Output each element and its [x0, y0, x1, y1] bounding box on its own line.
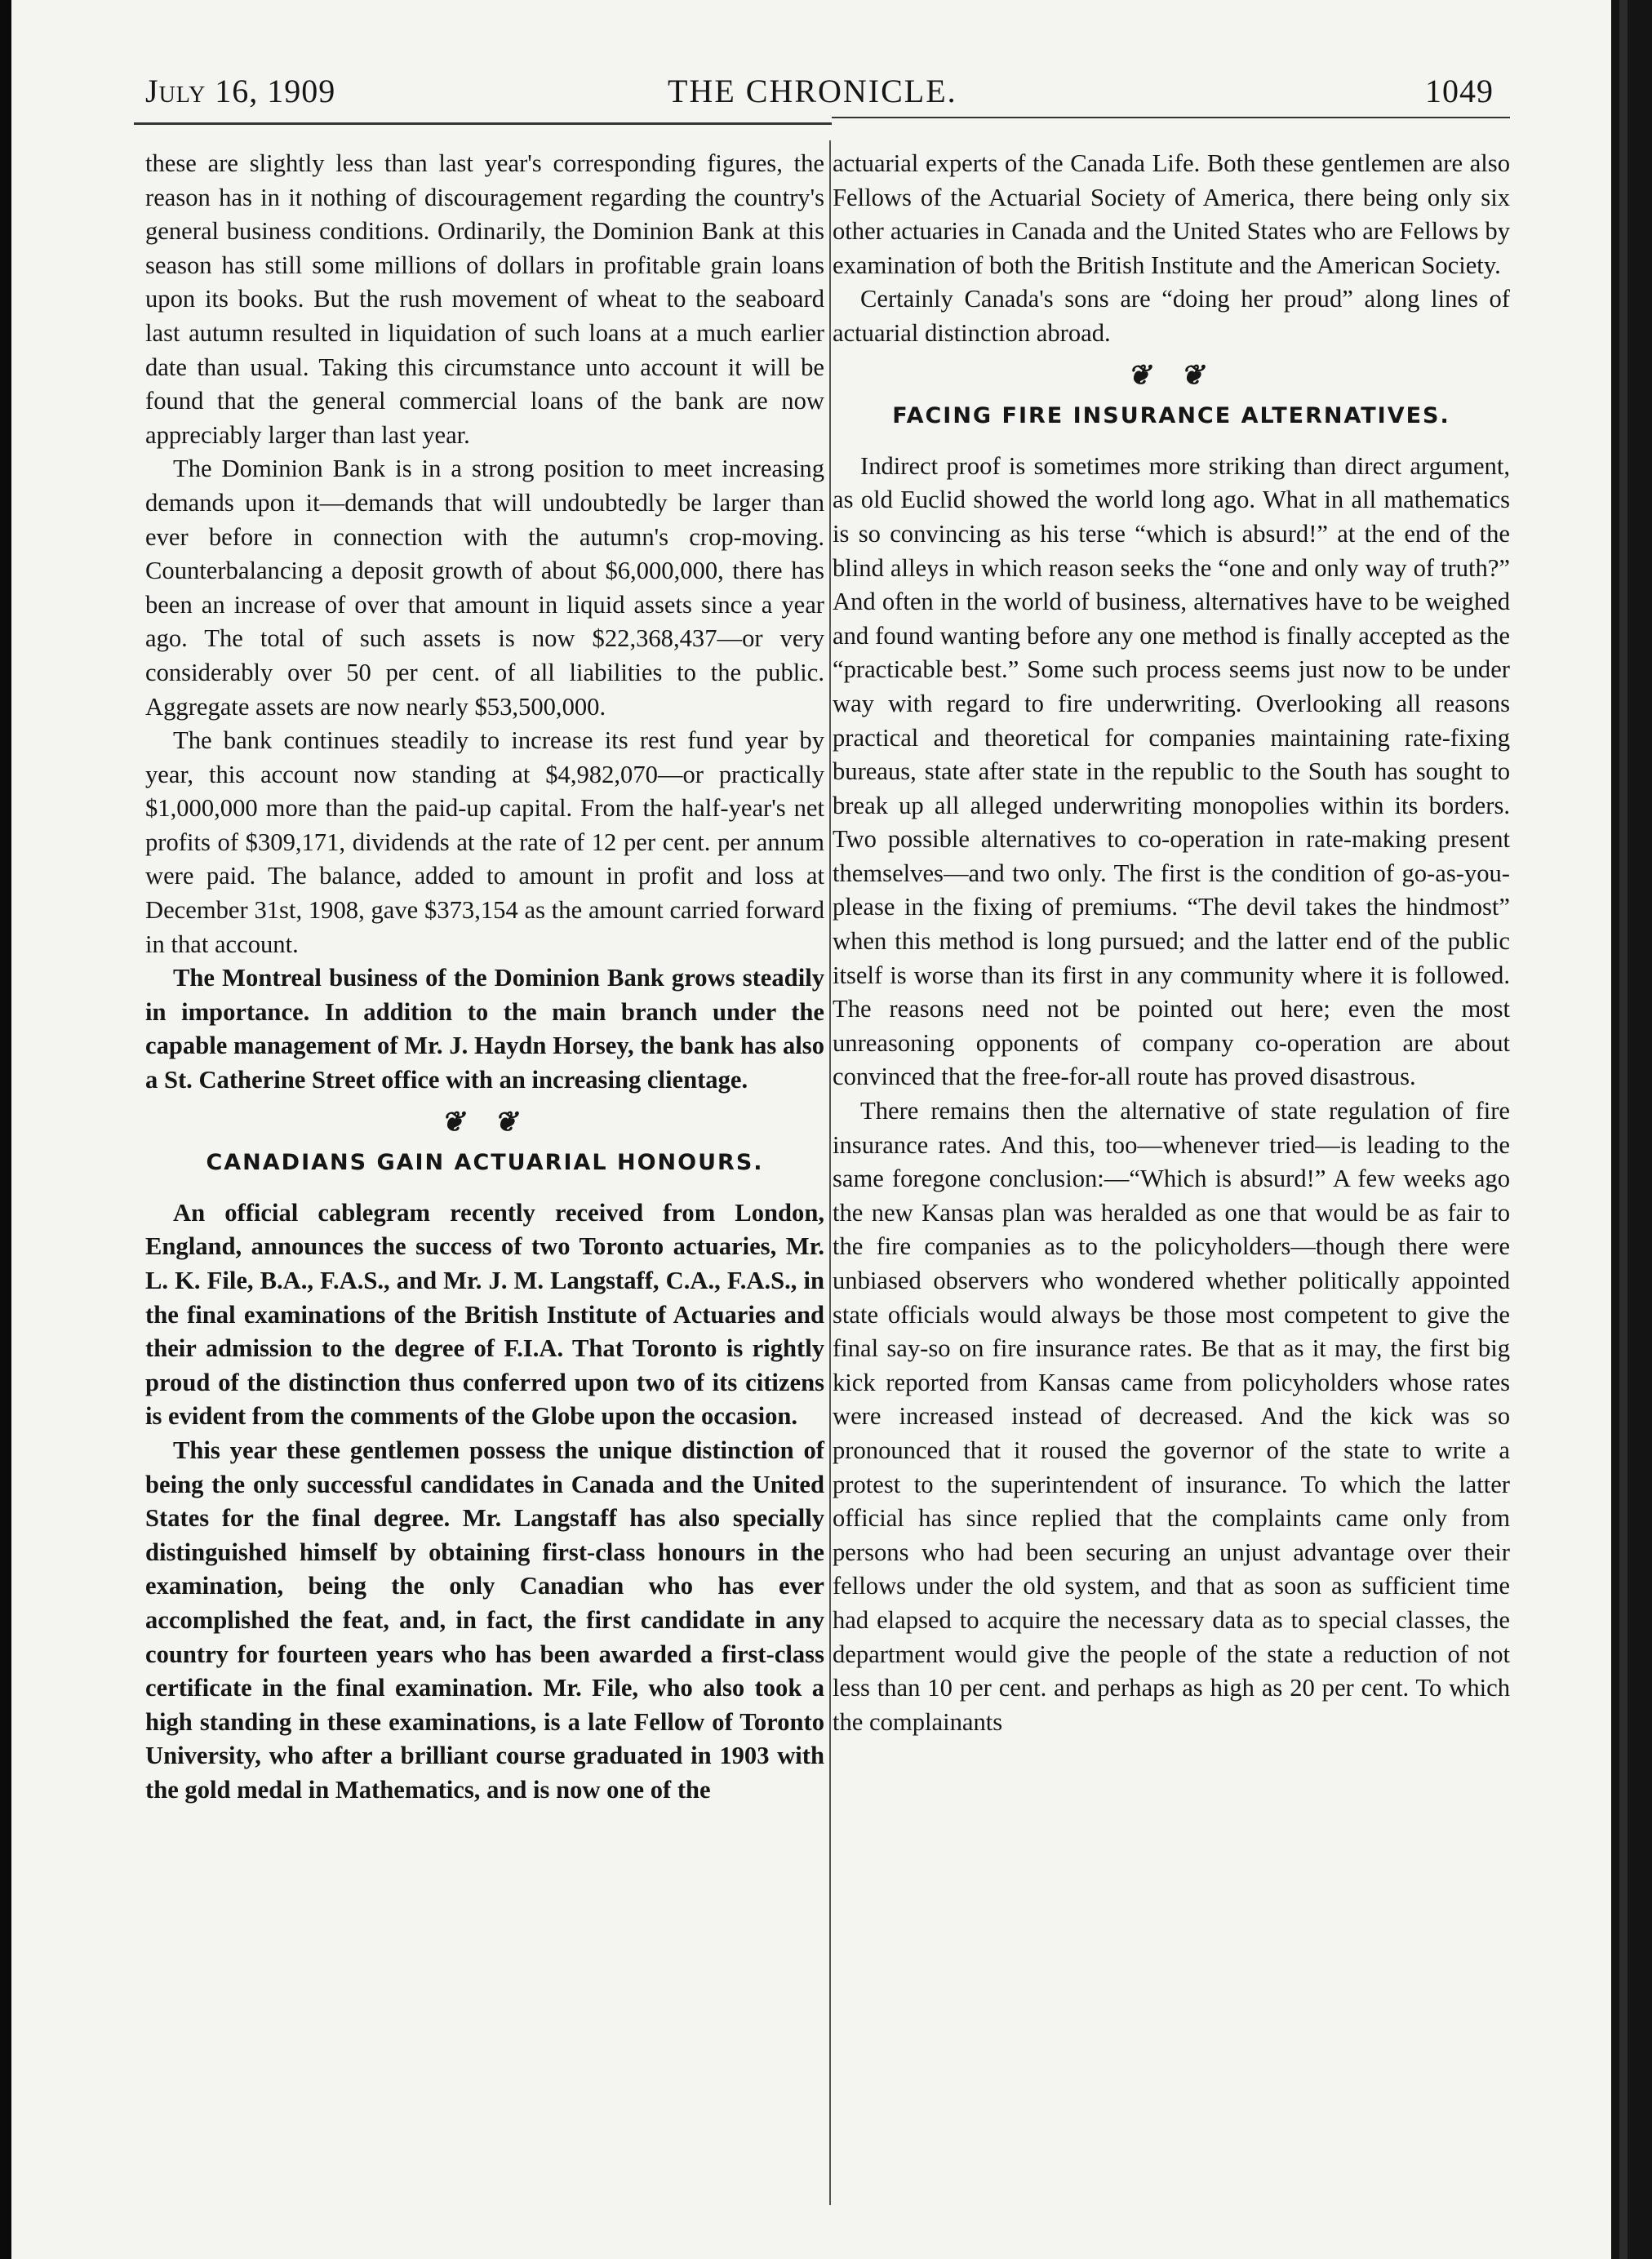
column-divider [829, 140, 831, 2205]
scan-edge [1611, 0, 1652, 2259]
article-paragraph: An official cablegram recently received from London, England, announces the success of two Toronto actuaries, Mr. L. K. File, B.A., F.A.S., and Mr. J. M. Langstaff, C.A., F.A.S., in the final examinations of the British Institute of Actuaries and their admission to the degree of F.I.A. That Toronto is rightly proud of the distinction thus conferred upon two of its citizens is evident from the comments of the Globe upon the occasion. [145, 1198, 824, 1431]
page-number: 1049 [1425, 73, 1494, 109]
article-paragraph: these are slightly less than last year's corresponding figures, the reason has in it nothing of discouragement regarding the country's general business conditions. Ordinarily, the Dominion Bank at this season has still some millions of dollars in profitable grain loans upon its books. But the rush movement of wheat to the seaboard last autumn resulted in liquidation of such loans at a much earlier date than usual. Taking this circumstance unto account it will be found that the general commercial loans of the bank are now appreciably larger than last year. [145, 149, 824, 449]
article-paragraph: This year these gentlemen possess the unique distinction of being the only successful candidates in Canada and the United States for the final degree. Mr. Langstaff has also specially distinguished himself by obtaining first-class honours in the examination, being the only Canadian who has ever accomplished the feat, and, in fact, the first candidate in any country for fourteen years who has been awarded a first-class certificate in the final examination. Mr. File, who also took a high standing in these examinations, is a late Fellow of Toronto University, who after a brilliant course graduated in 1903 with the gold medal in Mathematics, and is now one of the [145, 1436, 824, 1804]
article-paragraph: The Dominion Bank is in a strong position to meet increasing demands upon it—demands that will undoubtedly be larger than ever before in connection with the autumn's crop-moving. Counterbalancing a deposit growth of about $6,000,000, there has been an increase of over that amount in liquid assets since a year ago. The total of such assets is now $22,368,437—or very considerably over 50 per cent. of all liabilities to the public. Aggregate assets are now nearly $53,500,000. [145, 455, 824, 721]
article-paragraph: Indirect proof is sometimes more striking than direct argument, as old Euclid showed the world long ago. What in all mathematics is so convincing as his terse “which is absurd!” at the end of the blind alleys in which reason seeks the “one and only way of truth?” And often in the world of business, alternatives have to be weighed and found wanting before any one method is finally accepted as the “practicable best.” Some such process seems just now to be under way with regard to fire underwriting. Overlooking all reasons practical and theoretical for companies maintaining rate-fixing bureaus, state after state in the republic to the South has sought to break up all alleged underwriting monopolies within its borders. Two possible alternatives to co-operation in rate-making present themselves—and two only. The first is the condition of go-as-you-please in the fixing of premiums. “The devil takes the hindmost” when this method is long pursued; and the latter end of the public itself is worse than its first in any community where it is followed. The reasons need not be pointed out here; even the most unreasoning opponents of company co-operation are about convinced that the free-for-all route has proved disastrous. [833, 451, 1510, 1091]
newspaper-page [11, 0, 1611, 2259]
article-paragraph: The bank continues steadily to increase its rest fund year by year, this account now standing at $4,982,070—or practically $1,000,000 more than the paid-up capital. From the half-year's net profits of $309,171, dividends at the rate of 12 per cent. per annum were paid. The balance, added to amount in profit and loss at December 31st, 1908, gave $373,154 as the amount carried forward in that account. [145, 726, 824, 958]
header-rule-right [832, 117, 1510, 118]
section-heading: FACING FIRE INSURANCE ALTERNATIVES. [892, 403, 1450, 429]
left-column [145, 147, 824, 1808]
article-paragraph: Certainly Canada's sons are “doing her proud” along lines of actuarial distinction abroad. [833, 285, 1510, 347]
publication-title: THE CHRONICLE. [668, 73, 957, 109]
issue-date: July 16, 1909 [145, 73, 336, 109]
section-heading: CANADIANS GAIN ACTUARIAL HONOURS. [206, 1150, 764, 1176]
header-rule-left [134, 122, 832, 125]
article-paragraph: There remains then the alternative of state regulation of fire insurance rates. And this, too—whenever tried—is leading to the same foregone conclusion:—“Which is absurd!” A few weeks ago the new Kansas plan was heralded as one that would be as fair to the fire companies as to the policyholders—though there were unbiased observers who wondered whether politically appointed state officials would always be those most competent to give the final say-so on fire insurance rates. Be that as it may, the first big kick reported from Kansas came from policyholders whose rates were increased instead of decreased. And the kick was so pronounced that it roused the governor of the state to write a protest to the superintendent of insurance. To which the latter official has since replied that the complaints came only from persons who had been securing an unjust advantage over their fellows under the old system, and that as soon as sufficient time had elapsed to acquire the necessary data as to special classes, the department would give the people of the state a reduction of not less than 10 per cent. and perhaps as high as 20 per cent. To which the complainants [833, 1097, 1510, 1736]
article-paragraph: The Montreal business of the Dominion Bank grows steadily in importance. In addition to the main branch under the capable management of Mr. J. Haydn Horsey, the bank has also a St. Catherine Street office with an increasing clientage. [145, 964, 824, 1094]
scan-edge-inner [1619, 0, 1628, 2259]
section-ornament: ❦ ❦ [441, 1107, 529, 1138]
right-column [833, 147, 1510, 1739]
section-ornament: ❦ ❦ [1127, 360, 1215, 391]
page-header [11, 57, 1611, 122]
article-paragraph: actuarial experts of the Canada Life. Both these gentlemen are also Fellows of the Actuarial Society of America, there being only six other actuaries in Canada and the United States who are Fellows by examination of both the British Institute and the American Society. [833, 149, 1510, 279]
